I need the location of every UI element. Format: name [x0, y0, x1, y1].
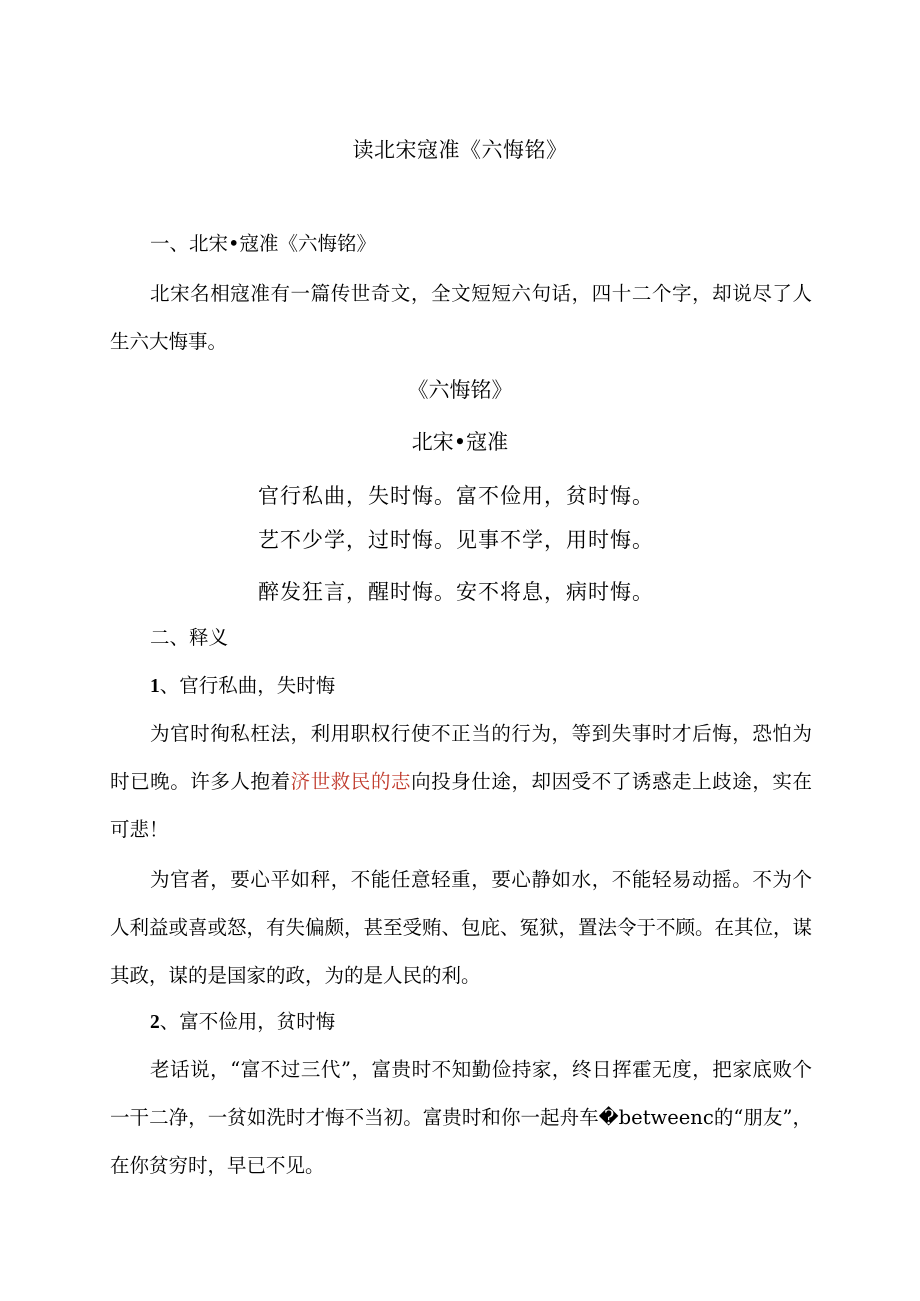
item-1-heading-text: 、官行私曲，失时悔 [159, 674, 336, 697]
section-2-heading: 二、释义 [150, 626, 229, 649]
item-1-text-after: 向投身仕途，却因受不了诱惑走上歧途，实在可悲！ [110, 770, 812, 841]
item-1-heading [150, 668, 335, 705]
poem-line-1: 官行私曲，失时悔。富不俭用，贫时悔。 [258, 484, 654, 508]
document-title: 读北宋寇准《六悔铭》 [352, 138, 568, 162]
poem-line-2: 艺不少学，过时悔。见事不学，用时悔。 [258, 528, 654, 552]
section-1-intro [110, 270, 812, 366]
item-2-number: 2 [150, 1012, 160, 1033]
item-1-paragraph-2 [110, 856, 812, 1000]
item-1-number: 1 [150, 676, 160, 697]
item-1-text-before: 为官时徇私枉法，利用职权行使不正当的行为，等到失事时才后悔，恐怕为时已晚。许多人抱着 [110, 722, 812, 793]
poem-line-3: 醉发狂言，醒时悔。安不将息，病时悔。 [258, 580, 654, 604]
poem-author: 北宋•寇准 [411, 430, 509, 454]
intro-paragraph: 北宋名相寇准有一篇传世奇文，全文短短六句话，四十二个字，却说尽了人生六大悔事。 [110, 282, 812, 353]
section-1-heading: 一、北宋•寇准《六悔铭》 [150, 232, 377, 255]
item-2-heading [150, 1004, 335, 1041]
item-1-paragraph-1 [110, 710, 812, 854]
item-1-paragraph-2-text: 为官者，要心平如秤，不能任意轻重，要心静如水，不能轻易动摇。不为个人利益或喜或怒，有失偏颇，甚至受贿、包庇、冤狱，置法令于不顾。在其位，谋其政，谋的是国家的政，为的是人民的利。 [110, 868, 813, 987]
highlighted-phrase: 济世救民的志 [290, 770, 412, 793]
item-2-paragraph-1 [110, 1046, 812, 1190]
poem-title: 《六悔铭》 [407, 378, 513, 402]
item-2-paragraph-1-text: 老话说，“富不过三代”，富贵时不知勤俭持家，终日挥霍无度，把家底败个一干二净，一贫如洗时才悔不当初。富贵时和你一起舟车�betweenc的“朋友”，在你贫穷时，早已不见。 [110, 1058, 812, 1177]
item-2-heading-text: 、富不俭用，贫时悔 [159, 1010, 336, 1033]
